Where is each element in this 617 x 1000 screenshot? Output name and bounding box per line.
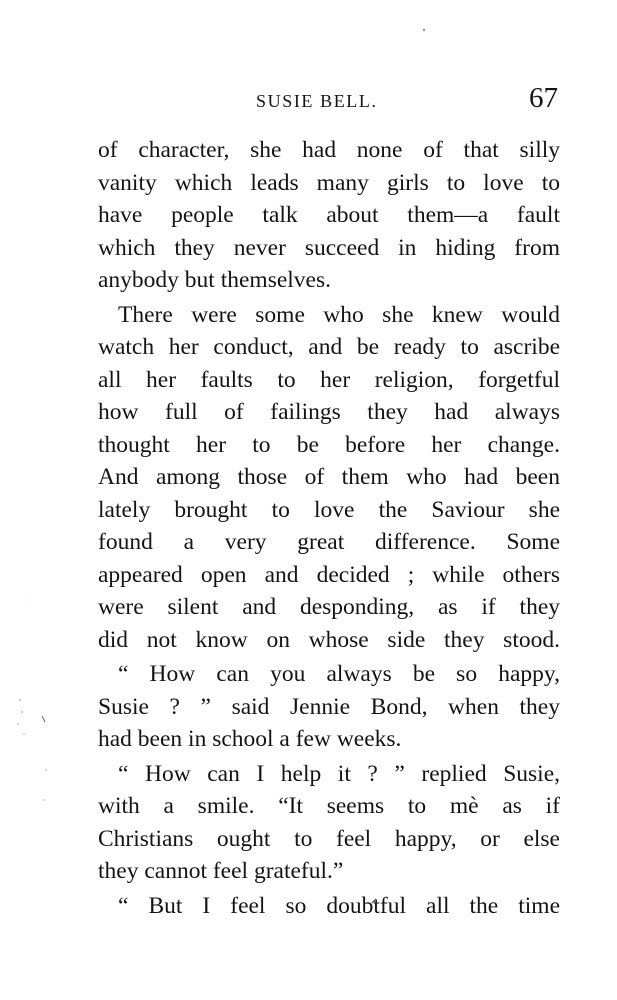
- running-title: SUSIE BELL.: [256, 91, 378, 111]
- text-line: vanity which leads many girls to love to: [98, 169, 560, 196]
- paragraph: [98, 134, 560, 297]
- text-line: And among those of them who had been: [98, 464, 560, 490]
- text-line: were silent and desponding, as if they: [98, 594, 560, 620]
- text-line: had been in school a few weeks.: [98, 726, 402, 752]
- paragraph: [98, 890, 560, 923]
- text-line: appeared open and decided ; while others: [98, 561, 560, 588]
- text-line: “ How can I help it ? ” replied Susie,: [118, 760, 560, 787]
- text-line: how full of failings they had always: [98, 399, 560, 425]
- text-line: Christians ought to feel happy, or else: [98, 825, 560, 852]
- text-line: lately brought to love the Saviour she: [98, 496, 560, 523]
- text-line: did not know on whose side they stood.: [98, 626, 560, 653]
- text-line: “ But I feel so doubtful all the time: [118, 892, 560, 919]
- paragraph: [98, 299, 560, 657]
- text-line: Susie ? ” said Jennie Bond, when they: [98, 693, 560, 720]
- running-head: [96, 82, 560, 122]
- text-line: found a very great difference. Some: [98, 529, 560, 555]
- text-line: “ How can you always be so happy,: [118, 661, 560, 687]
- text-line: they cannot feel grateful.”: [98, 858, 344, 884]
- text-line: watch her conduct, and be ready to ascribe: [98, 334, 560, 360]
- text-line: which they never succeed in hiding from: [98, 234, 560, 261]
- text-line: all her faults to her religion, forgetful: [98, 366, 560, 393]
- text-line: anybody but themselves.: [98, 267, 332, 293]
- text-line: There were some who she knew would: [118, 301, 560, 328]
- text-line: with a smile. “It seems to mè as if: [98, 793, 560, 819]
- page-number: 67: [529, 82, 558, 114]
- text-line: of character, she had none of that silly: [98, 137, 560, 163]
- text-line: have people talk about them—a fault: [98, 202, 560, 228]
- text-line: thought her to be before her change.: [98, 431, 560, 458]
- paragraph: [98, 658, 560, 756]
- paragraph: [98, 758, 560, 888]
- body-text: [98, 134, 560, 922]
